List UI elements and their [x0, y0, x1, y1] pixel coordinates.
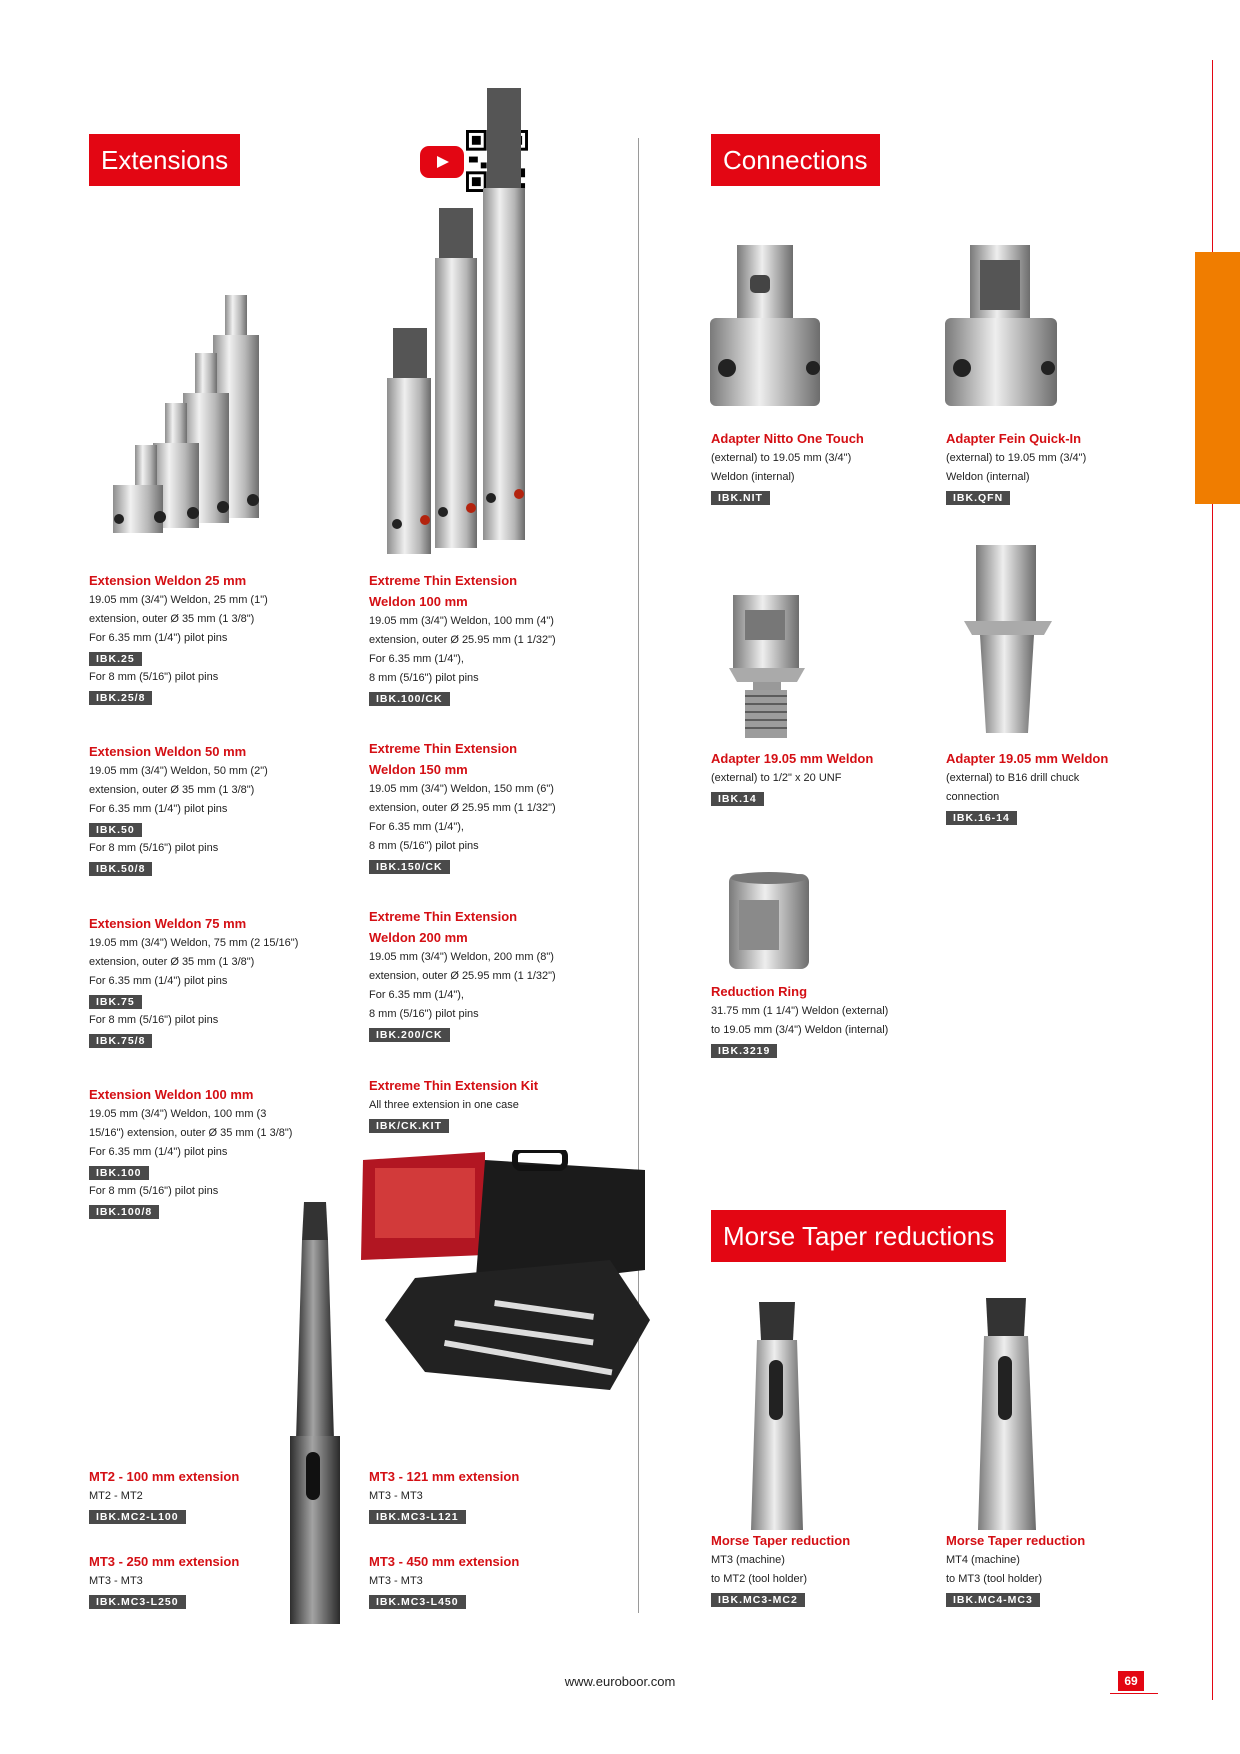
product-code: IBK.MC3-MC2	[711, 1593, 805, 1607]
product-ibk-mc2-l100	[89, 1466, 339, 1526]
product-code: IBK.14	[711, 792, 764, 806]
adapter-nitto-image	[705, 240, 825, 410]
product-code: IBK.150/CK	[369, 860, 450, 874]
product-ibk-mc3-l450	[369, 1551, 619, 1611]
product-code: IBK.3219	[711, 1044, 777, 1058]
product-title: Extension Weldon 100 mm	[89, 1087, 254, 1102]
product-desc: Weldon (internal)	[946, 471, 1030, 483]
product-code: IBK.75	[89, 995, 142, 1009]
product-ibk-3219	[711, 981, 1011, 1060]
footer-line	[1110, 1693, 1158, 1694]
product-title: Adapter Fein Quick-In	[946, 431, 1082, 446]
product-desc: 19.05 mm (3/4") Weldon, 200 mm (8")	[369, 951, 554, 963]
product-ibk-75	[89, 913, 339, 1050]
section-title-morse: Morse Taper reductions	[711, 1210, 1006, 1262]
product-desc: to MT3 (tool holder)	[946, 1573, 1042, 1585]
product-desc: For 8 mm (5/16") pilot pins	[89, 1185, 219, 1197]
product-code: IBK.QFN	[946, 491, 1010, 505]
product-code: IBK.75/8	[89, 1034, 152, 1048]
product-ibk-mc3-mc2	[711, 1530, 961, 1609]
product-desc: Weldon (internal)	[711, 471, 795, 483]
product-title: MT3 - 450 mm extension	[369, 1554, 520, 1569]
product-desc: (external) to 1/2" x 20 UNF	[711, 772, 842, 784]
extreme-thin-extensions-image	[375, 88, 545, 558]
product-desc: extension, outer Ø 25.95 mm (1 1/32")	[369, 802, 556, 814]
product-title: Extreme Thin Extension	[369, 741, 518, 756]
product-desc: 31.75 mm (1 1/4") Weldon (external)	[711, 1005, 889, 1017]
product-ibk-100	[89, 1084, 339, 1221]
product-ibk-qfn	[946, 428, 1196, 507]
adapter-fein-image	[940, 240, 1060, 410]
product-title: Extreme Thin Extension	[369, 909, 518, 924]
product-desc: extension, outer Ø 25.95 mm (1 1/32")	[369, 970, 556, 982]
product-code: IBK.MC3-L250	[89, 1595, 186, 1609]
product-title: Adapter 19.05 mm Weldon	[946, 751, 1109, 766]
product-desc: 19.05 mm (3/4") Weldon, 75 mm (2 15/16")	[89, 937, 299, 949]
product-desc: (external) to 19.05 mm (3/4")	[946, 452, 1087, 464]
product-desc: For 8 mm (5/16") pilot pins	[89, 671, 219, 683]
product-desc: MT3 - MT3	[369, 1575, 423, 1587]
product-desc: MT4 (machine)	[946, 1554, 1020, 1566]
product-desc: extension, outer Ø 35 mm (1 3/8")	[89, 784, 255, 796]
product-desc: For 6.35 mm (1/4") pilot pins	[89, 1146, 228, 1158]
product-code: IBK.MC2-L100	[89, 1510, 186, 1524]
morse-reduction-mc4-mc3-image	[972, 1296, 1046, 1532]
morse-reduction-mc3-mc2-image	[743, 1300, 813, 1532]
product-ibk-50	[89, 741, 339, 878]
page-number: 69	[1118, 1671, 1144, 1691]
product-desc: 8 mm (5/16") pilot pins	[369, 1008, 479, 1020]
product-code: IBK.NIT	[711, 491, 770, 505]
reduction-ring-image	[725, 870, 815, 975]
product-desc: For 6.35 mm (1/4") pilot pins	[89, 803, 228, 815]
product-code: IBK.100	[89, 1166, 149, 1180]
product-title: Extreme Thin Extension	[369, 573, 518, 588]
product-desc: MT3 - MT3	[369, 1490, 423, 1502]
product-title: Morse Taper reduction	[711, 1533, 851, 1548]
product-desc: MT3 (machine)	[711, 1554, 785, 1566]
product-code: IBK.100/CK	[369, 692, 450, 706]
product-code: IBK.MC3-L450	[369, 1595, 466, 1609]
adapter-b16-image	[958, 543, 1058, 738]
product-title: Reduction Ring	[711, 984, 808, 999]
product-desc: MT2 - MT2	[89, 1490, 143, 1502]
product-title: Extreme Thin Extension Kit	[369, 1078, 539, 1093]
product-title: MT2 - 100 mm extension	[89, 1469, 240, 1484]
product-desc: 19.05 mm (3/4") Weldon, 150 mm (6")	[369, 783, 554, 795]
product-title: Adapter Nitto One Touch	[711, 431, 864, 446]
extensions-weldon-image	[105, 295, 285, 555]
product-title: Extension Weldon 50 mm	[89, 744, 247, 759]
footer-url[interactable]: www.euroboor.com	[564, 1674, 676, 1689]
side-tab	[1195, 252, 1240, 504]
product-desc: For 6.35 mm (1/4"),	[369, 989, 464, 1001]
product-code: IBK.200/CK	[369, 1028, 450, 1042]
product-ibk-ck-kit	[369, 1075, 619, 1135]
product-ibk-mc3-l250	[89, 1551, 339, 1611]
product-ibk-mc3-l121	[369, 1466, 619, 1526]
product-desc: extension, outer Ø 25.95 mm (1 1/32")	[369, 634, 556, 646]
product-title: Weldon 200 mm	[369, 930, 468, 945]
product-title: MT3 - 121 mm extension	[369, 1469, 520, 1484]
section-title-extensions: Extensions	[89, 134, 240, 186]
product-desc: For 8 mm (5/16") pilot pins	[89, 1014, 219, 1026]
product-desc: 15/16") extension, outer Ø 35 mm (1 3/8")	[89, 1127, 293, 1139]
product-desc: 19.05 mm (3/4") Weldon, 100 mm (3	[89, 1108, 267, 1120]
product-title: Weldon 100 mm	[369, 594, 468, 609]
product-code: IBK.100/8	[89, 1205, 159, 1219]
product-desc: For 6.35 mm (1/4") pilot pins	[89, 975, 228, 987]
product-desc: (external) to B16 drill chuck	[946, 772, 1080, 784]
product-ibk-16-14	[946, 748, 1196, 827]
product-title: Adapter 19.05 mm Weldon	[711, 751, 874, 766]
product-desc: For 6.35 mm (1/4") pilot pins	[89, 632, 228, 644]
product-desc: 19.05 mm (3/4") Weldon, 50 mm (2")	[89, 765, 268, 777]
product-ibk-150-ck	[369, 738, 619, 876]
product-desc: For 6.35 mm (1/4"),	[369, 653, 464, 665]
extension-kit-case-image	[355, 1150, 650, 1420]
product-desc: extension, outer Ø 35 mm (1 3/8")	[89, 956, 255, 968]
product-ibk-nit	[711, 428, 961, 507]
product-title: MT3 - 250 mm extension	[89, 1554, 240, 1569]
product-code: IBK/CK.KIT	[369, 1119, 449, 1133]
product-title: Morse Taper reduction	[946, 1533, 1086, 1548]
product-title: Extension Weldon 25 mm	[89, 573, 247, 588]
product-title: Extension Weldon 75 mm	[89, 916, 247, 931]
product-desc: 8 mm (5/16") pilot pins	[369, 672, 479, 684]
product-ibk-mc4-mc3	[946, 1530, 1196, 1609]
product-desc: For 8 mm (5/16") pilot pins	[89, 842, 219, 854]
product-desc: extension, outer Ø 35 mm (1 3/8")	[89, 613, 255, 625]
product-code: IBK.25	[89, 652, 142, 666]
product-desc: All three extension in one case	[369, 1099, 519, 1111]
product-desc: to MT2 (tool holder)	[711, 1573, 807, 1585]
product-desc: 19.05 mm (3/4") Weldon, 100 mm (4")	[369, 615, 554, 627]
product-ibk-25	[89, 570, 339, 707]
adapter-unf-image	[725, 590, 815, 740]
product-desc: to 19.05 mm (3/4") Weldon (internal)	[711, 1024, 889, 1036]
product-desc: (external) to 19.05 mm (3/4")	[711, 452, 852, 464]
section-title-connections: Connections	[711, 134, 880, 186]
product-code: IBK.MC3-L121	[369, 1510, 466, 1524]
product-code: IBK.25/8	[89, 691, 152, 705]
product-ibk-14	[711, 748, 961, 808]
product-desc: MT3 - MT3	[89, 1575, 143, 1587]
product-ibk-200-ck	[369, 906, 619, 1044]
product-code: IBK.50	[89, 823, 142, 837]
product-ibk-100-ck	[369, 570, 619, 708]
product-desc: 19.05 mm (3/4") Weldon, 25 mm (1")	[89, 594, 268, 606]
product-code: IBK.50/8	[89, 862, 152, 876]
product-title: Weldon 150 mm	[369, 762, 468, 777]
product-desc: connection	[946, 791, 1000, 803]
product-desc: For 6.35 mm (1/4"),	[369, 821, 464, 833]
product-code: IBK.16-14	[946, 811, 1017, 825]
product-desc: 8 mm (5/16") pilot pins	[369, 840, 479, 852]
product-code: IBK.MC4-MC3	[946, 1593, 1040, 1607]
